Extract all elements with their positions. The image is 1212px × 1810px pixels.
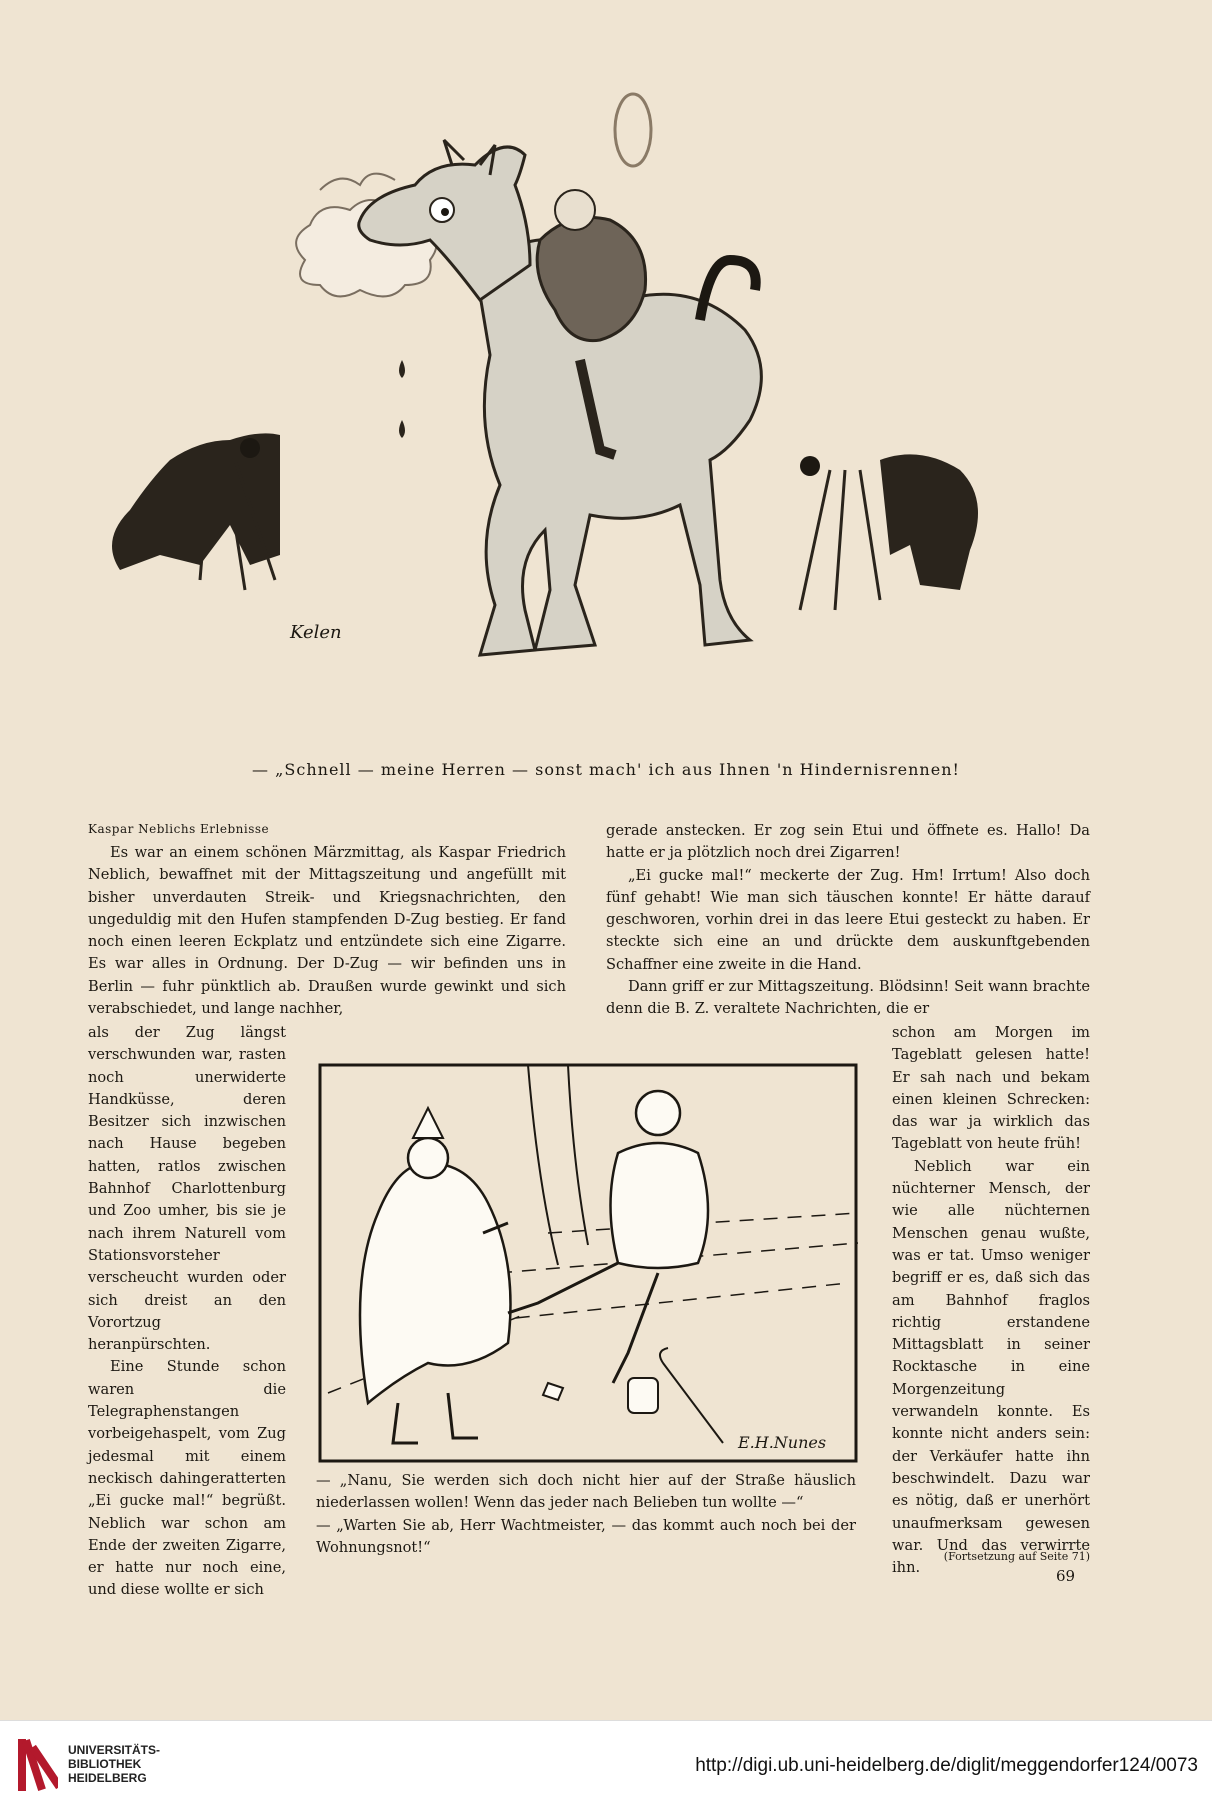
top-caption: — „Schnell — meine Herren — sonst mach' ich aus Ihnen 'n Hindernisrennen!	[252, 760, 960, 779]
paragraph-2: Eine Stunde schon waren die Telegraphenstangen vorbeigehaspelt, vom Zug jedesmal mit einem neckisch dahingeratterten „Ei gucke mal!“ begrüßt. Neblich war schon am Ende der zweiten Zigarre, er hatte nur noch eine, und diese wollte er sich	[88, 1358, 286, 1599]
library-logo-icon	[14, 1733, 58, 1797]
bottom-caption	[316, 1470, 856, 1559]
illustrator-signature-2: E.H.Nunes	[738, 1433, 827, 1452]
paragraph-1-cont: als der Zug längst verschwunden war, rasten noch unerwiderte Handküsse, deren Besitzer sich inzwischen nach Hause begeben hatten, ratlos zwischen Bahnhof Charlottenburg und Zoo umher, bis sie je nach ihrem Naturell vom Stationsvorsteher verscheucht wurden oder sich dreist an den Vorortzug heranpürschten.	[88, 1024, 286, 1354]
paragraph-4-cont: schon am Morgen im Tageblatt gelesen hatte! Er sah nach und bekam einen kleinen Schrecken: das war ja wirklich das Tageblatt von heute früh!	[892, 1024, 1090, 1153]
continuation-note: (Fortsetzung auf Seite 71)	[943, 1550, 1090, 1563]
column-left-full	[88, 842, 566, 1020]
bottom-caption-line-1: — „Nanu, Sie werden sich doch nicht hier auf der Straße häuslich niederlassen wollen! Wenn das jeder nach Belieben tun wollte —“	[316, 1472, 856, 1512]
paragraph-4: Dann griff er zur Mittagszeitung. Blödsinn! Seit wann brachte denn die B. Z. veraltete Nachrichten, die er	[606, 978, 1090, 1018]
bottom-caption-line-2: — „Warten Sie ab, Herr Wachtmeister, — das kommt auch noch bei der Wohnungsnot!“	[316, 1516, 856, 1556]
page-number: 69	[1056, 1567, 1076, 1585]
library-name-line-3: HEIDELBERG	[68, 1771, 147, 1785]
column-left-narrow	[88, 1022, 286, 1602]
street-cartoon-illustration	[318, 1063, 858, 1463]
paragraph-2-cont: gerade anstecken. Er zog sein Etui und öffnete es. Hallo! Da hatte er ja plötzlich noch drei Zigarren!	[606, 822, 1090, 862]
library-footer	[0, 1720, 1212, 1810]
library-name-line-1: UNIVERSITÄTS-	[68, 1743, 161, 1757]
paragraph-3: „Ei gucke mal!“ meckerte der Zug. Hm! Irrtum! Also doch fünf gehabt! Wie man sich täuschen konnte! Er hätte darauf geschworen, vorhin drei in das leere Etui gesteckt zu haben. Er steckte sich eine an und drückte dem auskunftgebenden Schaffner eine zweite in die Hand.	[606, 866, 1090, 973]
article-heading: Kaspar Neblichs Erlebnisse	[88, 822, 270, 836]
permalink-url[interactable]: http://digi.ub.uni-heidelberg.de/diglit/meggendorfer124/0073	[695, 1755, 1198, 1776]
paragraph-5: Neblich war ein nüchterner Mensch, der wie alle nüchternen Menschen genau wußte, was er tat. Umso weniger begriff er es, daß sich das am Bahnhof fraglos richtig erstandene Mittagsblatt in seiner Rocktasche in eine Morgenzeitung verwandeln konnte. Es konnte nicht anders sein: der Verkäufer hatte ihn beschwindelt. Dazu war es nötig, daß er unerhört unaufmerksam gewesen war. Und das verwirrte ihn.	[892, 1157, 1090, 1577]
illustrator-signature: Kelen	[290, 622, 342, 643]
paragraph-1: Es war an einem schönen Märzmittag, als Kaspar Friedrich Neblich, bewaffnet mit der Mittagszeitung und angefüllt mit bisher unverdauten Streik- und Kriegsnachrichten, den ungeduldig mit den Hufen stampfenden D-Zug bestieg. Er fand noch einen leeren Eckplatz und entzündete sich eine Zigarre. Es war alles in Ordnung. Der D-Zug — wir befinden uns in Berlin — fuhr pünktlich ab. Draußen wurde gewinkt und sich verabschiedet, und lange nachher,	[88, 844, 566, 1018]
library-name	[68, 1743, 160, 1785]
column-right-narrow	[892, 1022, 1090, 1579]
column-right-full	[606, 820, 1090, 1021]
horse-cartoon-illustration	[60, 60, 1120, 750]
library-name-line-2: BIBLIOTHEK	[68, 1757, 142, 1771]
